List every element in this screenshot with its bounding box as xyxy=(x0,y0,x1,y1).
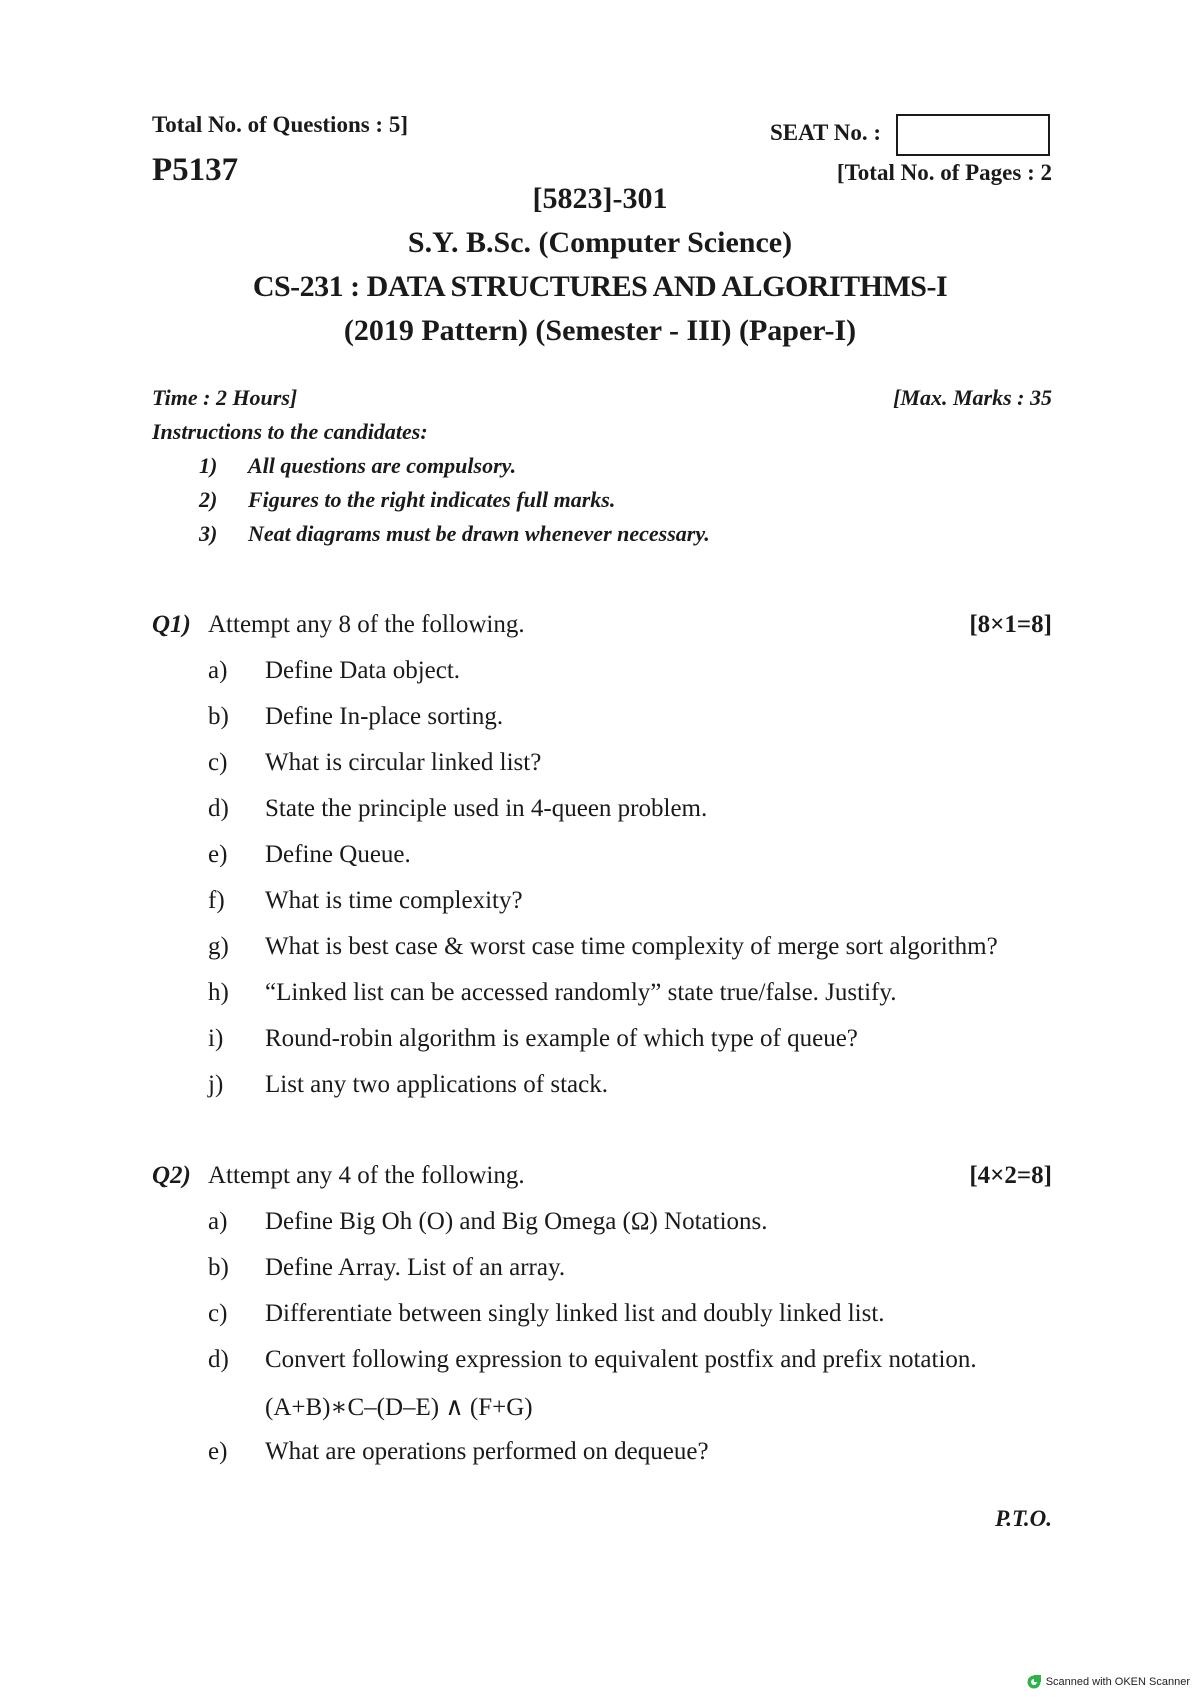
exam-code: [5823]-301 xyxy=(532,182,668,215)
instruction-number: 2) xyxy=(199,487,218,512)
scanner-watermark xyxy=(1027,1675,1190,1689)
item-text: (A+B)∗C–(D–E) ∧ (F+G) xyxy=(265,1394,533,1421)
item-text: Define Big Oh (O) and Big Omega (Ω) Notations. xyxy=(265,1208,768,1235)
item-text: State the principle used in 4-queen problem. xyxy=(265,795,708,822)
q1-item xyxy=(0,841,1200,875)
seat-number-box xyxy=(896,114,1050,156)
item-letter: a) xyxy=(208,1208,228,1235)
item-text: What are operations performed on dequeue? xyxy=(265,1438,709,1465)
q1-item xyxy=(0,1071,1200,1105)
item-letter: f) xyxy=(208,887,225,914)
q2-expression xyxy=(0,1392,1200,1426)
instructions-heading: Instructions to the candidates: xyxy=(152,419,428,444)
item-text: “Linked list can be accessed randomly” state true/false. Justify. xyxy=(265,979,897,1006)
q2-item xyxy=(0,1346,1200,1380)
q1-item xyxy=(0,979,1200,1013)
item-text: Convert following expression to equivalent postfix and prefix notation. xyxy=(265,1346,977,1373)
scanner-logo-icon xyxy=(1027,1675,1041,1689)
instruction-text: All questions are compulsory. xyxy=(248,453,517,478)
question-number: Q2) xyxy=(152,1162,191,1189)
pattern-line: (2019 Pattern) (Semester - III) (Paper-I) xyxy=(343,314,857,347)
item-letter: b) xyxy=(208,1254,229,1281)
instruction-item xyxy=(0,487,1200,517)
paper-code: P5137 xyxy=(152,152,239,188)
q1-item xyxy=(0,749,1200,783)
q2-item xyxy=(0,1254,1200,1288)
please-turn-over: P.T.O. xyxy=(995,1506,1052,1531)
q2-item xyxy=(0,1300,1200,1334)
item-text: Define Queue. xyxy=(265,841,411,868)
item-letter: c) xyxy=(208,749,228,776)
q1-item xyxy=(0,887,1200,921)
q1-item xyxy=(0,1025,1200,1059)
item-letter: e) xyxy=(208,1438,228,1465)
item-text: What is best case & worst case time complexity of merge sort algorithm? xyxy=(265,933,998,960)
total-questions: Total No. of Questions : 5] xyxy=(152,112,408,137)
instruction-item xyxy=(0,453,1200,483)
item-text: List any two applications of stack. xyxy=(265,1071,608,1098)
q1-item xyxy=(0,933,1200,967)
scanner-label: Scanned with OKEN Scanner xyxy=(1045,1676,1190,1688)
q1-item xyxy=(0,795,1200,829)
item-text: Define Data object. xyxy=(265,657,461,684)
time-allowed: Time : 2 Hours] xyxy=(152,385,298,410)
course-title: S.Y. B.Sc. (Computer Science) xyxy=(407,226,793,259)
item-text: Define Array. List of an array. xyxy=(265,1254,566,1281)
item-letter: g) xyxy=(208,933,229,960)
item-text: Differentiate between singly linked list and doubly linked list. xyxy=(265,1300,885,1327)
instruction-number: 3) xyxy=(199,521,218,546)
instruction-text: Neat diagrams must be drawn whenever necessary. xyxy=(248,521,710,546)
item-text: Define In-place sorting. xyxy=(265,703,504,730)
question-text: Attempt any 4 of the following. xyxy=(208,1162,525,1189)
item-letter: d) xyxy=(208,1346,229,1373)
instruction-item xyxy=(0,521,1200,551)
item-letter: h) xyxy=(208,979,229,1006)
item-letter: b) xyxy=(208,703,229,730)
max-marks: [Max. Marks : 35 xyxy=(893,385,1052,410)
question-2-marks: [4×2=8] xyxy=(969,1162,1052,1189)
question-1-marks: [8×1=8] xyxy=(969,611,1052,638)
q1-item xyxy=(0,703,1200,737)
item-letter: a) xyxy=(208,657,228,684)
item-letter: j) xyxy=(208,1071,224,1098)
q2-item xyxy=(0,1208,1200,1242)
item-letter: i) xyxy=(208,1025,224,1052)
total-pages: [Total No. of Pages : 2 xyxy=(836,160,1052,185)
subject-title: CS-231 : DATA STRUCTURES AND ALGORITHMS-I xyxy=(252,270,948,303)
item-letter: c) xyxy=(208,1300,228,1327)
question-number: Q1) xyxy=(152,611,191,638)
item-text: What is time complexity? xyxy=(265,887,523,914)
q1-item xyxy=(0,657,1200,691)
q2-item xyxy=(0,1438,1200,1472)
item-letter: e) xyxy=(208,841,228,868)
item-letter: d) xyxy=(208,795,229,822)
seat-label: SEAT No. : xyxy=(770,120,881,145)
instruction-text: Figures to the right indicates full marks. xyxy=(248,487,616,512)
item-text: What is circular linked list? xyxy=(265,749,542,776)
question-text: Attempt any 8 of the following. xyxy=(208,611,525,638)
instruction-number: 1) xyxy=(199,453,218,478)
item-text: Round-robin algorithm is example of which type of queue? xyxy=(265,1025,858,1052)
